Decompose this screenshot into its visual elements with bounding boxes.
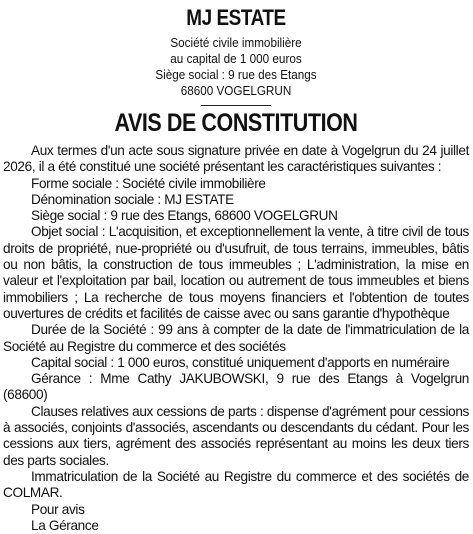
header-divider bbox=[201, 105, 271, 106]
company-legal-form: Société civile immobilière bbox=[170, 35, 302, 50]
company-name: MJ ESTATE bbox=[186, 5, 286, 30]
paragraph-duration: Durée de la Société : 99 ans à compter de la date de l'immatriculation de la Société au Registre du commerce et des sociétés bbox=[3, 322, 469, 354]
company-capital: au capital de 1 000 euros bbox=[170, 51, 302, 66]
paragraph-registration: Immatriculation de la Société au Registre du commerce et des sociétés de COLMAR. bbox=[3, 468, 469, 501]
paragraph-legal-form: Forme sociale : Société civile immobilière bbox=[31, 175, 266, 191]
paragraph-seat: Siège social : 9 rue des Etangs, 68600 VOGELGRUN bbox=[31, 208, 338, 224]
paragraph-preamble: Aux termes d'un acte sous signature privée en date à Vogelgrun du 24 juillet 2026, il a été constitué une société présentant les caractéristiques suivantes : bbox=[3, 143, 469, 175]
paragraph-for-notice: Pour avis bbox=[31, 501, 85, 517]
notice-body bbox=[3, 143, 469, 534]
paragraph-signature: La Gérance bbox=[31, 517, 99, 533]
notice-title: AVIS DE CONSTITUTION bbox=[114, 109, 358, 137]
paragraph-management: Gérance : Mme Cathy JAKUBOWSKI, 9 rue des Etangs à Vogelgrun (68600) bbox=[3, 371, 469, 403]
company-city: 68600 VOGELGRUN bbox=[180, 83, 292, 98]
company-seat: Siège social : 9 rue des Etangs bbox=[155, 67, 317, 82]
paragraph-transfer-clauses: Clauses relatives aux cessions de parts : dispense d'agrément pour cessions à associés, conjoints d'associés, ascendants ou descendants du cédant. Pour les cessions aux tiers, agrément des associés représentant au moins les deux tiers des parts sociales. bbox=[3, 403, 469, 468]
company-header-block bbox=[26, 35, 445, 99]
paragraph-purpose: Objet social : L'acquisition, et exceptionnellement la vente, à titre civil de tous droits de propriété, nue-propriété ou d'usufruit, de tous terrains, immeubles, bâtis ou non bâtis, la construction de tous immeubles ; L'administration, la mise en valeur et l'exploitation par bail, location ou autrement de tous immeubles et biens immobiliers ; La recherche de tous moyens financiers et l'obtention de toutes ouvertures de crédits et facilités de caisse avec ou sans garantie d'hypothèque bbox=[3, 224, 469, 321]
paragraph-denomination: Dénomination sociale : MJ ESTATE bbox=[31, 191, 234, 207]
paragraph-capital: Capital social : 1 000 euros, constitué uniquement d'apports en numéraire bbox=[31, 354, 450, 370]
